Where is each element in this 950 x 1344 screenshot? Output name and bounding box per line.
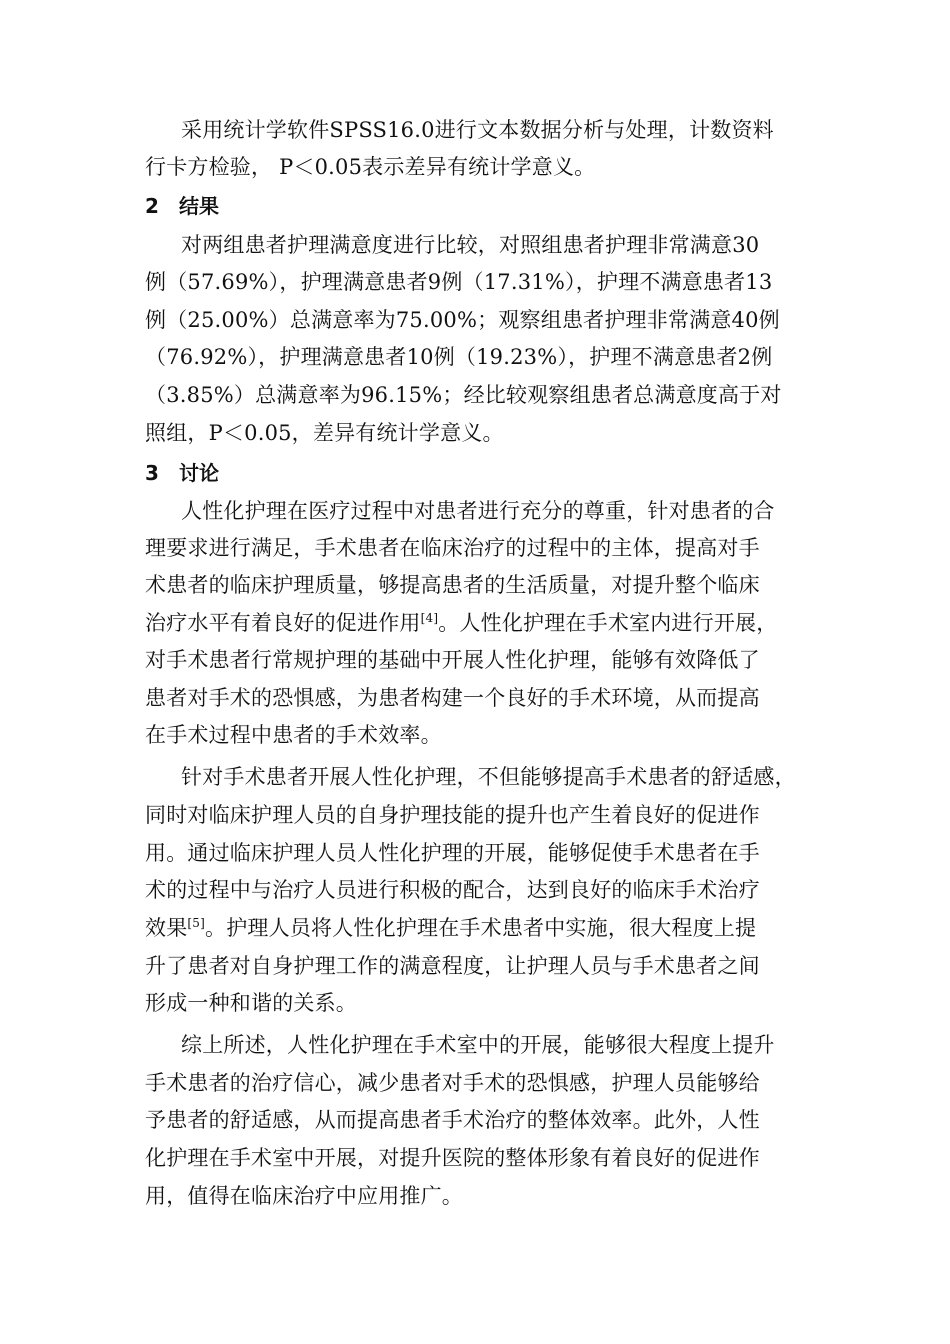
section-title: 讨论 — [179, 461, 219, 485]
paragraph-line: 升了患者对自身护理工作的满意程度，让护理人员与手术患者之间 — [145, 954, 760, 978]
section-number: 2 — [145, 194, 159, 218]
paragraph-line: 照组，P＜0.05，差异有统计学意义。 — [145, 421, 504, 445]
paragraph-line: 对两组患者护理满意度进行比较，对照组患者护理非常满意30 — [181, 233, 760, 257]
paragraph-line: 对手术患者行常规护理的基础中开展人性化护理，能够有效降低了 — [145, 648, 760, 672]
paragraph-line: 用。通过临床护理人员人性化护理的开展，能够促使手术患者在手 — [145, 841, 760, 865]
text-segment: 。护理人员将人性化护理在手术患者中实施，很大程度上提 — [205, 916, 757, 940]
paragraph-line: 术患者的临床护理质量，够提高患者的生活质量，对提升整个临床 — [145, 573, 760, 597]
paragraph-line — [145, 608, 777, 638]
paragraph-line: 在手术过程中患者的手术效率。 — [145, 723, 442, 747]
paragraph-line: 予患者的舒适感，从而提高患者手术治疗的整体效率。此外，人性 — [145, 1108, 760, 1132]
section-heading-discussion — [145, 458, 219, 488]
paragraph-line: （3.85%）总满意率为96.15%；经比较观察组患者总满意度高于对 — [145, 383, 782, 407]
paragraph-line: 针对手术患者开展人性化护理，不但能够提高手术患者的舒适感， — [181, 765, 796, 789]
paragraph-line: （76.92%），护理满意患者10例（19.23%），护理不满意患者2例 — [145, 345, 773, 369]
paragraph-line: 化护理在手术室中开展，对提升医院的整体形象有着良好的促进作 — [145, 1146, 760, 1170]
section-number: 3 — [145, 461, 159, 485]
paragraph-line: 理要求进行满足，手术患者在临床治疗的过程中的主体，提高对手 — [145, 536, 760, 560]
paragraph-line: 同时对临床护理人员的自身护理技能的提升也产生着良好的促进作 — [145, 803, 760, 827]
paragraph-line: 人性化护理在医疗过程中对患者进行充分的尊重，针对患者的合 — [181, 499, 775, 523]
citation-reference[interactable]: [4] — [420, 611, 439, 625]
section-title: 结果 — [179, 194, 219, 218]
section-heading-results — [145, 191, 219, 221]
paragraph-line: 用，值得在临床治疗中应用推广。 — [145, 1184, 463, 1208]
paragraph-line — [145, 913, 756, 943]
paragraph-line: 手术患者的治疗信心，减少患者对手术的恐惧感，护理人员能够给 — [145, 1071, 760, 1095]
paragraph-line: 患者对手术的恐惧感，为患者构建一个良好的手术环境，从而提高 — [145, 686, 760, 710]
paragraph-line: 行卡方检验， P＜0.05表示差异有统计学意义。 — [145, 155, 596, 179]
text-segment: 。人性化护理在手术室内进行开展， — [438, 611, 778, 635]
paragraph-line: 例（57.69%），护理满意患者9例（17.31%），护理不满意患者13 — [145, 270, 773, 294]
paragraph-line: 综上所述，人性化护理在手术室中的开展，能够很大程度上提升 — [181, 1033, 775, 1057]
paragraph-line: 采用统计学软件SPSS16.0进行文本数据分析与处理，计数资料 — [181, 118, 774, 142]
text-segment: 治疗水平有着良好的促进作用 — [145, 611, 421, 635]
paragraph-line: 形成一种和谐的关系。 — [145, 991, 357, 1015]
paragraph-line: 术的过程中与治疗人员进行积极的配合，达到良好的临床手术治疗 — [145, 878, 760, 902]
citation-reference[interactable]: [5] — [187, 916, 206, 930]
text-segment: 效果 — [145, 916, 188, 940]
paragraph-line: 例（25.00%）总满意率为75.00%；观察组患者护理非常满意40例 — [145, 308, 780, 332]
